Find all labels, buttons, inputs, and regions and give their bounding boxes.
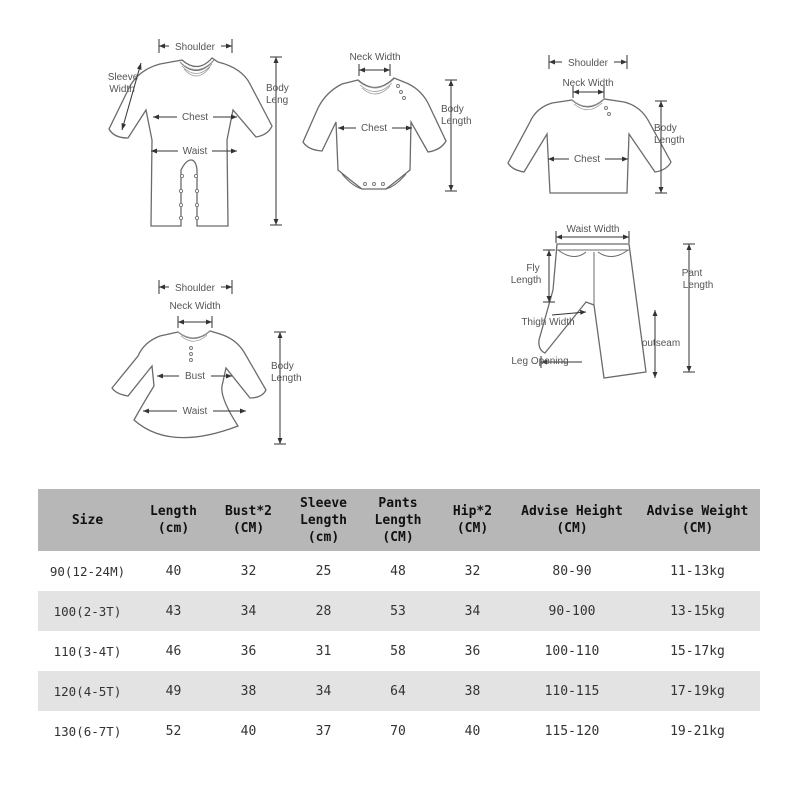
cell-bust: 40 — [210, 711, 287, 751]
header-hip — [436, 489, 509, 551]
header-bust-line1: Bust*2 — [225, 504, 272, 519]
table-row — [38, 551, 760, 591]
header-pants-line2: Length — [374, 512, 422, 528]
cell-pants-length: 64 — [360, 671, 436, 711]
romper-body-length-label-1: Body — [266, 83, 289, 94]
pants-pant-length-label-1: Pant — [681, 268, 703, 279]
header-height-line1: Advise Height — [521, 504, 623, 519]
romper-diagram — [108, 39, 289, 226]
pants-outseam-label: outseam — [641, 338, 681, 349]
pants-pant-length-label-2: Length — [682, 280, 714, 291]
shirt-shoulder-label: Shoulder — [567, 58, 609, 69]
cell-advise-weight: 13-15kg — [635, 591, 760, 631]
romper-chest-label: Chest — [181, 112, 209, 123]
header-height-line2: (CM) — [556, 521, 588, 536]
header-advise-height — [509, 489, 635, 551]
cell-advise-weight: 17-19kg — [635, 671, 760, 711]
dress-bust-label: Bust — [184, 371, 206, 382]
romper-waist-label: Waist — [182, 146, 208, 157]
cell-bust: 34 — [210, 591, 287, 631]
dress-diagram — [112, 280, 302, 444]
shirt-chest-label: Chest — [573, 154, 601, 165]
cell-hip: 34 — [436, 591, 509, 631]
cell-bust: 32 — [210, 551, 287, 591]
shirt-body-length-label-2: Length — [654, 135, 685, 146]
header-bust-line2: (CM) — [232, 521, 265, 536]
table-header-row — [38, 489, 760, 551]
header-pants-line3: (CM) — [382, 529, 414, 545]
pants-thigh-width-label: Thigh Width — [521, 317, 575, 328]
cell-bust: 36 — [210, 631, 287, 671]
cell-sleeve-length: 25 — [287, 551, 360, 591]
cell-sleeve-length: 37 — [287, 711, 360, 751]
cell-pants-length: 58 — [360, 631, 436, 671]
pants-fly-length-label-2: Length — [510, 275, 542, 286]
cell-sleeve-length: 34 — [287, 671, 360, 711]
table-row — [38, 591, 760, 631]
cell-size: 130(6-7T) — [38, 711, 137, 751]
cell-hip: 36 — [436, 631, 509, 671]
size-chart-table — [38, 489, 760, 751]
bodysuit-diagram — [303, 52, 472, 191]
pants-fly-length-label-1: Fly — [526, 263, 540, 274]
cell-advise-weight: 11-13kg — [635, 551, 760, 591]
header-advise-weight — [635, 489, 760, 551]
header-weight-line2: (CM) — [681, 521, 714, 536]
header-pants-length — [360, 489, 436, 551]
pants-diagram — [511, 224, 714, 378]
cell-length: 49 — [137, 671, 210, 711]
dress-body-length-label-1: Body — [271, 361, 294, 372]
cell-hip: 38 — [436, 671, 509, 711]
header-sleeve-line2: Length — [300, 512, 347, 528]
header-sleeve-length — [287, 489, 360, 551]
cell-bust: 38 — [210, 671, 287, 711]
romper-body-length-label-2: Leng — [266, 95, 289, 106]
bodysuit-body-length-label-2: Length — [441, 116, 472, 127]
shirt-body-length-label-1: Body — [654, 123, 677, 134]
bodysuit-neck-width-label: Neck Width — [349, 52, 401, 63]
dress-shoulder-label: Shoulder — [174, 283, 216, 294]
header-hip-line2: (CM) — [456, 521, 489, 536]
bodysuit-body-length-label-1: Body — [441, 104, 464, 115]
table-row — [38, 671, 760, 711]
dress-neck-width-label: Neck Width — [169, 301, 221, 312]
cell-advise-height: 100-110 — [509, 631, 635, 671]
bodysuit-chest-label: Chest — [360, 123, 388, 134]
romper-shoulder-label: Shoulder — [174, 42, 216, 53]
cell-hip: 40 — [436, 711, 509, 751]
header-hip-line1: Hip*2 — [452, 504, 493, 519]
cell-advise-height: 90-100 — [509, 591, 635, 631]
cell-length: 52 — [137, 711, 210, 751]
cell-size: 90(12-24M) — [38, 551, 137, 591]
header-sleeve-line3: (cm) — [307, 529, 340, 545]
cell-sleeve-length: 31 — [287, 631, 360, 671]
cell-pants-length: 53 — [360, 591, 436, 631]
header-sleeve-line1: Sleeve — [300, 495, 347, 511]
pants-waist-width-label: Waist Width — [566, 224, 620, 235]
cell-sleeve-length: 28 — [287, 591, 360, 631]
cell-length: 40 — [137, 551, 210, 591]
cell-advise-weight: 15-17kg — [635, 631, 760, 671]
header-length-line2: (cm) — [157, 521, 190, 536]
shirt-neck-width-label: Neck Width — [562, 78, 614, 89]
pants-leg-opening-label: Leg Opening — [511, 356, 569, 367]
header-pants-line1: Pants — [378, 495, 418, 511]
cell-advise-height: 115-120 — [509, 711, 635, 751]
cell-length: 43 — [137, 591, 210, 631]
cell-size: 100(2-3T) — [38, 591, 137, 631]
cell-size: 120(4-5T) — [38, 671, 137, 711]
header-length-line1: Length — [150, 504, 197, 519]
table-row — [38, 711, 760, 751]
dress-waist-label: Waist — [182, 406, 208, 417]
romper-sleeve-width-label-2: Width — [109, 84, 135, 95]
table-row — [38, 631, 760, 671]
cell-pants-length: 48 — [360, 551, 436, 591]
cell-advise-weight: 19-21kg — [635, 711, 760, 751]
header-bust — [210, 489, 287, 551]
dress-body-length-label-2: Length — [271, 373, 302, 384]
shirt-diagram — [508, 55, 685, 193]
cell-hip: 32 — [436, 551, 509, 591]
cell-size: 110(3-4T) — [38, 631, 137, 671]
cell-advise-height: 80-90 — [509, 551, 635, 591]
header-weight-line1: Advise Weight — [646, 504, 749, 519]
cell-length: 46 — [137, 631, 210, 671]
cell-advise-height: 110-115 — [509, 671, 635, 711]
header-length — [137, 489, 210, 551]
header-size-text: Size — [71, 512, 104, 528]
cell-pants-length: 70 — [360, 711, 436, 751]
header-size — [38, 489, 137, 551]
romper-sleeve-width-label-1: Sleeve — [107, 72, 139, 83]
